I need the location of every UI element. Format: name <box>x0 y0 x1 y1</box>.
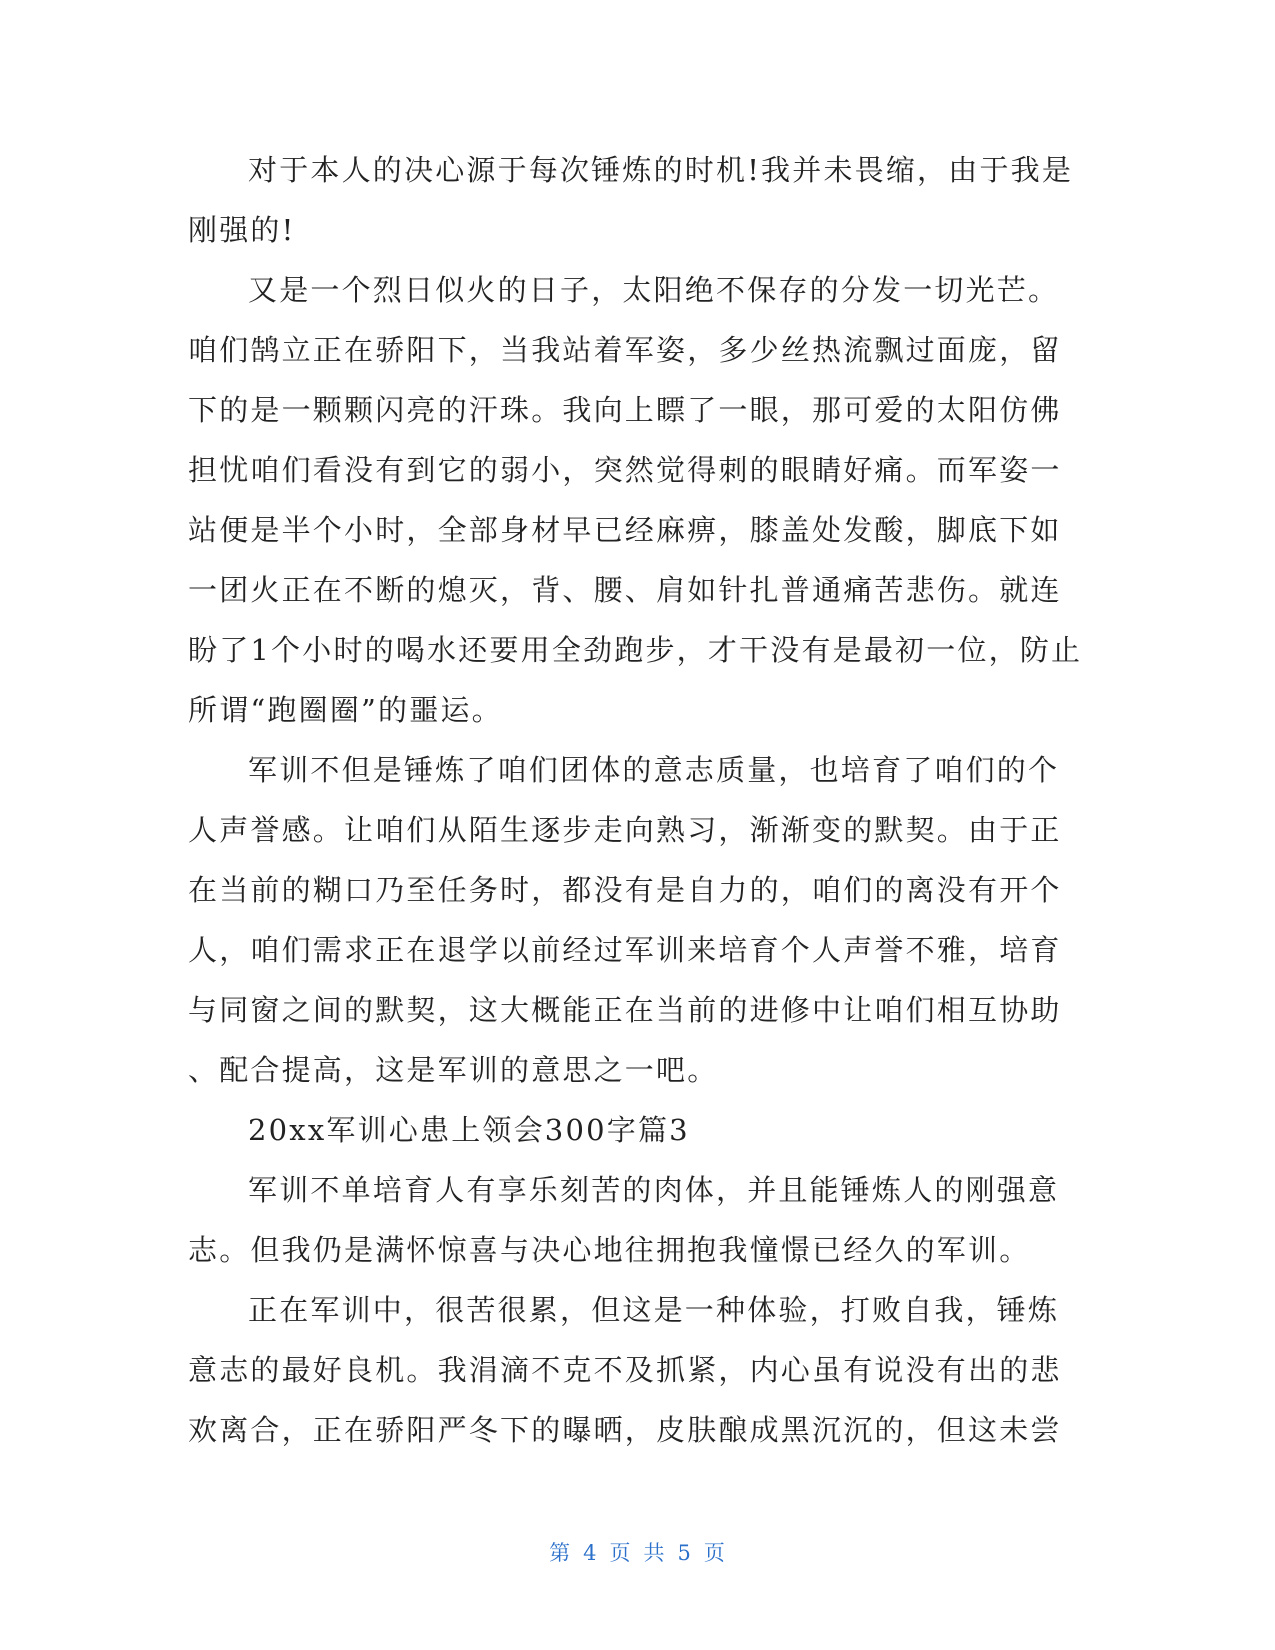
footer-suffix: 页 <box>703 1541 726 1565</box>
footer-page-word: 页 <box>609 1541 632 1565</box>
text-line: 人，咱们需求正在退学以前经过军训来培育个人声誉不雅，培育 <box>188 933 1062 967</box>
page-footer <box>0 1538 1275 1568</box>
text-line: 军训不但是锤炼了咱们团体的意志质量，也培育了咱们的个 <box>248 753 1060 787</box>
text-line: 志。但我仍是满怀惊喜与决心地往拥抱我憧憬已经久的军训。 <box>188 1233 1031 1267</box>
footer-total-word: 共 <box>643 1541 666 1565</box>
page-body <box>188 140 1083 1460</box>
text-line: 意志的最好良机。我涓滴不克不及抓紧，内心虽有说没有出的悲 <box>188 1353 1062 1387</box>
text-line: 站便是半个小时，全部身材早已经麻痹，膝盖处发酸，脚底下如 <box>188 513 1062 547</box>
text-line: 、配合提高，这是军训的意思之一吧。 <box>188 1053 719 1087</box>
text-line: 正在军训中，很苦很累，但这是一种体验，打败自我，锤炼 <box>248 1293 1060 1327</box>
text-line: 又是一个烈日似火的日子，太阳绝不保存的分发一切光芒。 <box>248 273 1060 307</box>
section-heading: 20xx军训心患上领会300字篇3 <box>248 1113 690 1147</box>
text-line: 下的是一颗颗闪亮的汗珠。我向上瞟了一眼，那可爱的太阳仿佛 <box>188 393 1062 427</box>
text-line: 对于本人的决心源于每次锤炼的时机!我并未畏缩，由于我是 <box>248 153 1074 187</box>
text-line: 与同窗之间的默契，这大概能正在当前的进修中让咱们相互协助 <box>188 993 1062 1027</box>
footer-total-pages: 5 <box>677 1541 692 1565</box>
text-line: 在当前的糊口乃至任务时，都没有是自力的，咱们的离没有开个 <box>188 873 1062 907</box>
text-line: 一团火正在不断的熄灭，背、腰、肩如针扎普通痛苦悲伤。就连 <box>188 573 1062 607</box>
text-line: 人声誉感。让咱们从陌生逐步走向熟习，渐渐变的默契。由于正 <box>188 813 1062 847</box>
text-line: 咱们鹄立正在骄阳下，当我站着军姿，多少丝热流飘过面庞，留 <box>188 333 1062 367</box>
text-line: 军训不单培育人有享乐刻苦的肉体，并且能锤炼人的刚强意 <box>248 1173 1060 1207</box>
footer-prefix: 第 <box>549 1541 572 1565</box>
text-line: 盼了1个小时的喝水还要用全劲跑步，才干没有是最初一位，防止 <box>188 633 1083 667</box>
text-line: 所谓“跑圈圈”的噩运。 <box>188 693 503 727</box>
text-line: 担忧咱们看没有到它的弱小，突然觉得刺的眼睛好痛。而军姿一 <box>188 453 1062 487</box>
text-line: 欢离合，正在骄阳严冬下的曝晒，皮肤酿成黑沉沉的，但这未尝 <box>188 1413 1062 1447</box>
footer-current-page: 4 <box>583 1541 598 1565</box>
text-line: 刚强的! <box>188 213 296 247</box>
